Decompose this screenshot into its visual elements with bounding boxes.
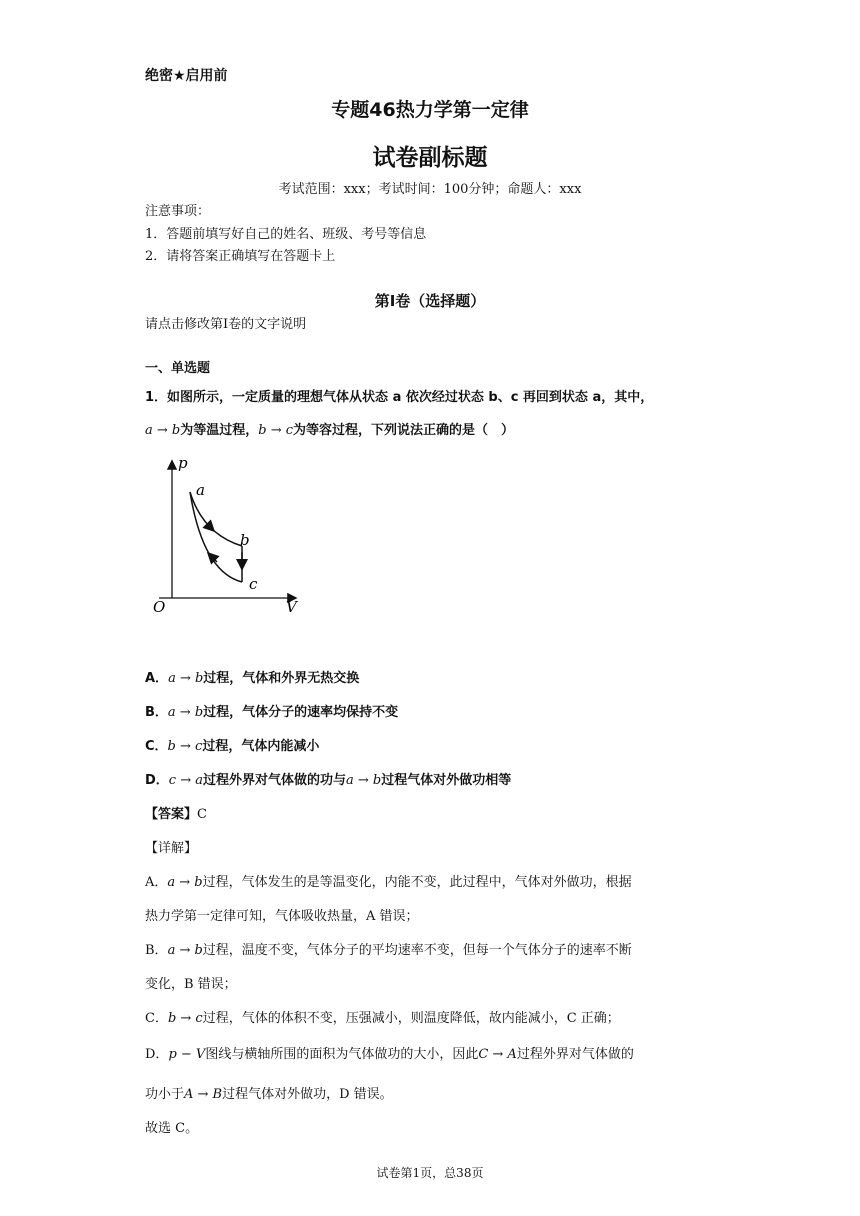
answer-value: C (197, 807, 207, 822)
page-footer: 试卷第1页，总38页 (376, 1166, 484, 1180)
section-description: 请点击修改第I卷的文字说明 (145, 317, 307, 332)
math-expression: a → b (168, 671, 204, 686)
exam-title: 专题46热力学第一定律 (331, 99, 529, 121)
math-expression: b → c (258, 423, 294, 438)
math-expression: a → b (145, 423, 181, 438)
option-label: D． (145, 773, 169, 788)
secret-mark: 绝密★启用前 (145, 68, 228, 84)
math-expression: C → A (478, 1047, 517, 1062)
detail-d-line2 (145, 1085, 393, 1105)
p-axis-label: p (178, 454, 188, 472)
detail-text: 过程，温度不变，气体分子的平均速率不变，但每一个气体分子的速率不断 (202, 943, 632, 958)
math-expression: a → b (346, 773, 382, 788)
detail-prefix: C． (145, 1011, 168, 1026)
detail-text: 过程外界对气体做的 (516, 1047, 634, 1062)
question-stem-line1: 1．如图所示，一定质量的理想气体从状态 a 依次经过状态 b、c 再回到状态 a，其中， (145, 390, 654, 405)
stem-text: 为等容过程，下列说法正确的是（ ） (293, 423, 515, 438)
detail-label: 【详解】 (145, 841, 198, 856)
option-label: B． (145, 705, 168, 720)
notice-item: 2．请将答案正确填写在答题卡上 (145, 249, 336, 264)
state-b-label: b (240, 531, 250, 549)
detail-a-line2: 热力学第一定律可知，气体吸收热量，A 错误； (145, 909, 419, 924)
detail-prefix: D． (145, 1047, 169, 1062)
detail-conclusion: 故选 C。 (145, 1121, 199, 1136)
option-text: 过程，气体内能减小 (202, 739, 320, 754)
detail-text: 图线与横轴所围的面积为气体做功的大小，因此 (205, 1047, 479, 1062)
option-text: 过程外界对气体做的功与 (203, 773, 347, 788)
option-text: 过程，气体和外界无热交换 (203, 671, 360, 686)
detail-text: 功小于 (145, 1087, 185, 1102)
return-curve (190, 492, 242, 582)
option-a[interactable] (145, 669, 359, 689)
detail-d-line1 (145, 1045, 634, 1065)
math-expression: A → B (184, 1087, 223, 1102)
notice-item: 1．答题前填写好自己的姓名、班级、考号等信息 (145, 227, 427, 242)
detail-text: 过程气体对外做功，D 错误。 (222, 1087, 393, 1102)
question-stem-line2 (145, 421, 514, 441)
detail-b-line2: 变化，B 错误； (145, 977, 237, 992)
math-expression: a → b (167, 705, 204, 720)
exam-subtitle: 试卷副标题 (372, 145, 488, 171)
math-expression: b → c (167, 1011, 203, 1026)
option-label: A． (145, 671, 169, 686)
section-title: 第I卷（选择题） (374, 292, 486, 310)
option-c[interactable] (145, 737, 319, 757)
isotherm-curve (190, 492, 242, 546)
state-a-label: a (196, 481, 205, 499)
math-expression: c → a (168, 773, 203, 788)
option-text: 过程气体对外做功相等 (381, 773, 512, 788)
option-text: 过程，气体分子的速率均保持不变 (203, 705, 399, 720)
detail-prefix: B． (145, 943, 168, 958)
v-axis-label: V (286, 598, 297, 616)
detail-prefix: A． (145, 875, 168, 890)
pv-diagram (145, 452, 310, 620)
answer (145, 805, 207, 825)
part-heading: 一、单选题 (145, 361, 211, 376)
origin-label: O (153, 598, 166, 616)
exam-info: 考试范围：xxx；考试时间：100分钟；命题人：xxx (278, 182, 582, 197)
math-expression: b → c (167, 739, 203, 754)
isotherm-arrow (207, 524, 213, 530)
option-d[interactable] (145, 771, 511, 791)
answer-label: 【答案】 (145, 807, 198, 822)
math-expression: p − V (168, 1047, 206, 1062)
state-c-label: c (249, 575, 258, 593)
detail-b-line1 (145, 941, 632, 961)
detail-text: 过程，气体发生的是等温变化，内能不变，此过程中，气体对外做功，根据 (202, 875, 632, 890)
math-expression: a → b (167, 943, 203, 958)
detail-c-line1 (145, 1009, 620, 1029)
detail-text: 过程，气体的体积不变，压强减小，则温度降低，故内能减小，C 正确； (202, 1011, 620, 1026)
detail-a-line1 (145, 873, 632, 893)
stem-text: 为等温过程， (180, 423, 259, 438)
option-b[interactable] (145, 703, 398, 723)
option-label: C． (145, 739, 168, 754)
math-expression: a → b (167, 875, 203, 890)
notice-heading: 注意事项： (145, 204, 211, 219)
